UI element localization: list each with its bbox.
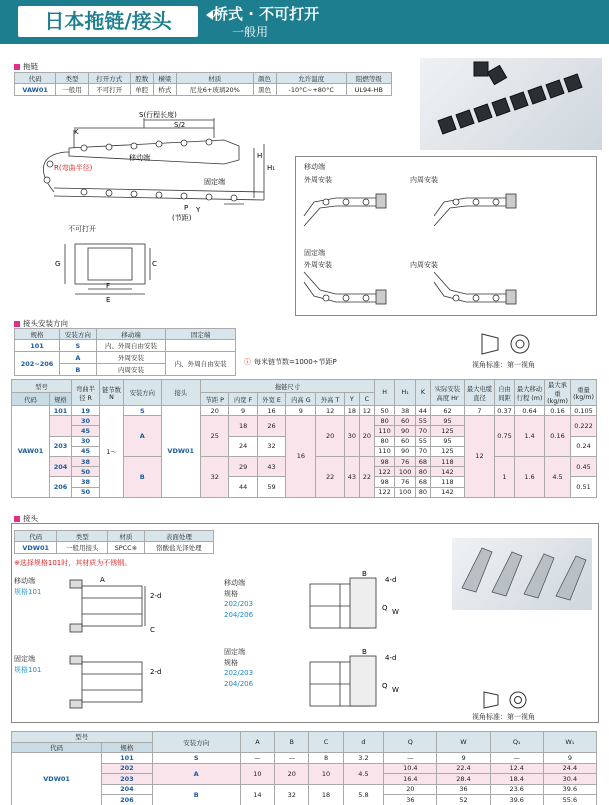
spec-f2c-label: 204/206 (224, 680, 254, 688)
joint-material-note: ※选择规格101时，其材质为不锈钢。 (14, 559, 132, 567)
spec-2b-label: 202/203 (224, 600, 254, 608)
pitch-label: (节距) (172, 214, 192, 222)
spec-f2-label: 规格 (224, 659, 238, 667)
svg-text:W: W (392, 686, 399, 694)
spec-f2b-label: 202/203 (224, 669, 254, 677)
mount-direction-table: 规格 安装方向 移动端 固定端 101 S 内、外周自由安装 202~206 A 外周安装 内、外周自由安装 B 内周安装 (14, 328, 236, 376)
chain-spec-table (14, 72, 392, 96)
section-joint: 接头 (14, 513, 38, 524)
projection-symbol-2 (482, 688, 592, 712)
svg-text:W: W (392, 608, 399, 616)
page-subtitle-2: 一般用 (232, 25, 269, 39)
outer-mount-label-2: 外周安装 (304, 261, 332, 269)
svg-text:2-d: 2-d (150, 668, 162, 676)
chain-count-note: 每米链节数=1000÷节距P (254, 358, 337, 366)
svg-text:Q: Q (382, 682, 388, 690)
e-label: E (106, 296, 111, 304)
f-label: F (106, 282, 111, 290)
h1-label: H₁ (267, 164, 276, 172)
svg-text:B: B (362, 648, 367, 656)
spec-2c-label: 204/206 (224, 611, 254, 619)
triangle-left-icon (206, 10, 213, 20)
svg-text:C: C (150, 626, 155, 634)
note-icon: ⓘ (244, 358, 251, 366)
chain-cross-section (50, 234, 160, 304)
svg-text:4-d: 4-d (385, 576, 397, 584)
chain-side-diagram (14, 108, 294, 228)
svg-text:2-d: 2-d (150, 592, 162, 600)
closed-label: 不可打开 (68, 225, 96, 233)
fixed-2-label: 固定端 (224, 648, 245, 656)
svg-text:B: B (362, 570, 367, 578)
move-label: 移动端 (129, 154, 150, 162)
view-standard-label: 视角标准：第一视角 (472, 361, 535, 369)
chain-photo-drawing (420, 58, 602, 150)
fixed-label: 固定端 (204, 178, 225, 186)
page-subtitle: 桥式 · 不可打开 (213, 5, 320, 23)
outer-mount-label: 外周安装 (304, 176, 332, 184)
g-label: G (55, 260, 61, 268)
spec-row: VAW01 一般用 不可打开 单腔 桥式 尼龙6+玻璃20% 黑色 -10°C~+80°C UL94-HB (15, 84, 392, 96)
view-standard-label-2: 视角标准：第一视角 (472, 713, 535, 721)
move-2-label: 移动端 (224, 579, 245, 587)
inner-mount-label: 内周安装 (410, 176, 438, 184)
spec-f101-label: 规格101 (14, 666, 42, 674)
fixed-101-label: 固定端 (14, 655, 35, 663)
chain-size-table: 型号 弯曲半径 R 链节数 N 安装方向 接头 拖链尺寸 H H₁ K 实际安装高度 Hr 最大电缆直径 自由间距 最大移动行程 (m) 最大承重 (kg/m) 重量 (kg/m) 代码 规格 节距 P 内宽 F 外宽 E 内高 G 外高 T Y C VAW01 101 19 1～ S VDW01 20 9 16 9 12 18 12 50 38 44 62 7 0.37 0.64 0.16 0.105 30 A 25 18 26 16 20 30 20 80 60 55 95 12 0.75 1.4 0.16 0.222 45 110 90 70 125 203 30 24 32 80 60 55 95 0.24 45 110 90 70 125 204 38 B 32 29 43 22 43 22 98 76 68 118 1 1.6 4.5 0.45 50 122 100 80 142 206 38 44 59 98 76 68 118 0.51 50 122 100 80 142 (11, 379, 597, 498)
s2-label: S/2 (174, 121, 186, 129)
page-header (0, 0, 609, 44)
c-label: C (152, 260, 157, 268)
p-label: P (184, 204, 189, 212)
joint-101-drawings (60, 576, 210, 716)
chain-photo (420, 58, 602, 150)
joint-spec-table: 代码 类型 材质 表面处理 VDW01 一般用接头 SPCC※ 铬酸盐光泽处理 (14, 530, 214, 554)
svg-text:A: A (100, 576, 105, 584)
svg-text:Q: Q (382, 604, 388, 612)
y-label: Y (196, 206, 201, 214)
h-label: H (257, 152, 263, 160)
fixed-end-label: 固定端 (304, 249, 325, 257)
s-label: S(行程长度) (139, 111, 177, 119)
spec-header-row: 代码 类型 打开方式 腔数 横梁 材质 颜色 允许温度 阻燃等级 (15, 73, 392, 84)
move-end-label: 移动端 (304, 163, 325, 171)
square-bullet-icon (14, 321, 20, 327)
r-label: R(弯曲半径) (54, 164, 93, 172)
mounting-drawings (296, 186, 596, 316)
k-label: K (74, 128, 79, 136)
inner-mount-label-2: 内周安装 (410, 261, 438, 269)
joint-size-table: 型号 安装方向 A B C d Q W Q₁ W₁ 代码 规格 VDW01 101 S — — 8 3.2 — 9 — 9 202 A 10 20 10 4.5 10.4 22.4 12.4 24.4 203 16.4 28.4 18.4 30.4 204 B 14 32 18 5.8 20 36 23.6 39.6 206 36 52 39.6 55.6 (11, 731, 597, 805)
square-bullet-icon (14, 516, 20, 522)
joint-2-drawings (290, 570, 440, 720)
spec-2-label: 规格 (224, 590, 238, 598)
move-101-label: 移动端 (14, 577, 35, 585)
spec-101-label: 规格101 (14, 588, 42, 596)
section-chain: 拖链 (14, 61, 38, 72)
page-title: 日本拖链/接头 (18, 6, 198, 37)
joint-photo (452, 538, 592, 610)
section-mount-direction: 接头安装方向 (14, 318, 68, 329)
projection-symbol (480, 330, 590, 358)
square-bullet-icon (14, 64, 20, 70)
svg-text:4-d: 4-d (385, 654, 397, 662)
joint-photo-drawing (452, 538, 592, 610)
